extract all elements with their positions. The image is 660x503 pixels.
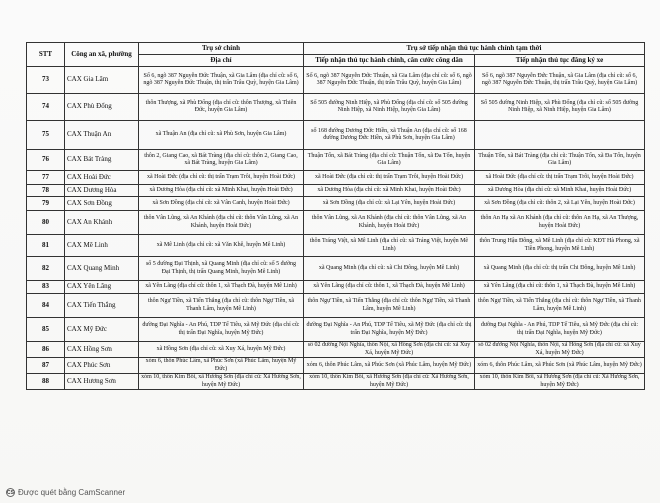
row-address: xã Mê Linh (địa chỉ cũ: xã Văn Khê, huyện Mê Linh): [139, 235, 304, 257]
row-ward-name: CAX Dương Hòa: [65, 185, 139, 197]
row-address: thôn 2, Giang Cao, xã Bát Tràng (địa chỉ cũ: thôn 2, Giang Cao, xã Bát Tràng, huyện Gia Lâm): [139, 150, 304, 171]
row-vehicle-reception: [475, 121, 645, 150]
row-admin-reception: xã Quang Minh (địa chỉ cũ: xã Chi Đông, huyện Mê Linh): [304, 257, 475, 281]
row-admin-reception: xã Dương Hòa (địa chỉ cũ: xã Minh Khai, huyện Hoài Đức): [304, 185, 475, 197]
row-admin-reception: số 02 đường Nội Nghĩa, thôn Nội, xã Hồng Sơn (địa chỉ cũ: xã Xuy Xá, huyện Mỹ Đức): [304, 342, 475, 358]
table-row: [27, 358, 645, 374]
row-vehicle-reception: xóm 6, thôn Phúc Lâm, xã Phúc Sơn (xã Phúc Lâm, huyện Mỹ Đức): [475, 358, 645, 374]
row-ward-name: CAX Bát Tràng: [65, 150, 139, 171]
table-row: [27, 318, 645, 342]
row-vehicle-reception: Số 6, ngõ 387 Nguyễn Đức Thuận, xã Gia Lâm (địa chỉ cũ: số 6, ngõ 387 Nguyễn Đức Thuận, thị trấn Trâu Quỳ, huyện Gia Lâm): [475, 67, 645, 94]
table-row: [27, 211, 645, 235]
row-stt: 78: [27, 185, 65, 197]
row-stt: 83: [27, 281, 65, 294]
row-ward-name: CAX Hương Sơn: [65, 374, 139, 390]
row-admin-reception: xóm 6, thôn Phúc Lâm, xã Phúc Sơn (xã Phúc Lâm, huyện Mỹ Đức): [304, 358, 475, 374]
row-vehicle-reception: xã Dương Hòa (địa chỉ cũ: xã Minh Khai, huyện Hoài Đức): [475, 185, 645, 197]
row-stt: 75: [27, 121, 65, 150]
table-row: [27, 342, 645, 358]
row-ward-name: CAX Quang Minh: [65, 257, 139, 281]
header-temp-office: Trụ sở tiếp nhận thủ tục hành chính tạm thời: [304, 43, 645, 55]
scanner-watermark: [6, 488, 125, 497]
row-stt: 86: [27, 342, 65, 358]
row-ward-name: CAX Tiến Thắng: [65, 294, 139, 318]
row-address: xóm 6, thôn Phúc Lâm, xã Phúc Sơn (xã Phúc Lâm, huyện Mỹ Đức): [139, 358, 304, 374]
header-vehicle-reception: Tiếp nhận thủ tục đăng ký xe: [475, 55, 645, 67]
row-stt: 85: [27, 318, 65, 342]
row-vehicle-reception: xã Yên Lãng (địa chỉ cũ: thôn 1, xã Thạch Đà, huyện Mê Linh): [475, 281, 645, 294]
row-admin-reception: xã Yên Lãng (địa chỉ cũ: thôn 1, xã Thạch Đà, huyện Mê Linh): [304, 281, 475, 294]
row-stt: 88: [27, 374, 65, 390]
row-ward-name: CAX Gia Lâm: [65, 67, 139, 94]
row-stt: 81: [27, 235, 65, 257]
row-stt: 77: [27, 171, 65, 185]
row-address: xã Hoài Đức (địa chỉ cũ: thị trấn Trạm Trôi, huyện Hoài Đức): [139, 171, 304, 185]
row-vehicle-reception: xã Quang Minh (địa chỉ cũ: thị trấn Chi Đông, huyện Mê Linh): [475, 257, 645, 281]
table-row: [27, 197, 645, 211]
row-admin-reception: Thuận Tốn, xã Bát Tràng (địa chỉ cũ: Thuận Tốn, xã Đa Tốn, huyện Gia Lâm): [304, 150, 475, 171]
row-ward-name: CAX Mỹ Đức: [65, 318, 139, 342]
row-admin-reception: đường Đại Nghĩa - An Phú, TDP Tế Tiêu, xã Mỹ Đức (địa chỉ cũ: thị trấn Đại Nghĩa, huyện Mỹ Đức): [304, 318, 475, 342]
row-stt: 87: [27, 358, 65, 374]
row-ward-name: CAX Phúc Sơn: [65, 358, 139, 374]
row-address: xã Thuận An (địa chỉ cũ: xã Phù Sơn, huyện Gia Lâm): [139, 121, 304, 150]
row-address: xóm 10, thôn Kim Bôi, xã Hương Sơn (địa chỉ cũ: Xã Hương Sơn, huyện Mỹ Đức): [139, 374, 304, 390]
header-address: Địa chỉ: [139, 55, 304, 67]
header-stt: STT: [27, 43, 65, 67]
row-ward-name: CAX Phù Đổng: [65, 94, 139, 121]
row-address: xã Yên Lãng (địa chỉ cũ: thôn 1, xã Thạch Đà, huyện Mê Linh): [139, 281, 304, 294]
row-vehicle-reception: xóm 10, thôn Kim Bôi, xã Hương Sơn (địa chỉ cũ: Xã Hương Sơn, huyện Mỹ Đức): [475, 374, 645, 390]
table-row: [27, 235, 645, 257]
row-vehicle-reception: xã Hoài Đức (địa chỉ cũ: thị trấn Trạm Trôi, huyện Hoài Đức): [475, 171, 645, 185]
row-ward-name: CAX Mê Linh: [65, 235, 139, 257]
row-admin-reception: thôn Tráng Việt, xã Mê Linh (địa chỉ cũ: xã Tráng Việt, huyện Mê Linh): [304, 235, 475, 257]
table-row: [27, 171, 645, 185]
row-admin-reception: thôn Ngự Tiền, xã Tiến Thắng (địa chỉ cũ: thôn Ngự Tiền, xã Thanh Lâm, huyện Mê Linh): [304, 294, 475, 318]
row-ward-name: CAX Sơn Đồng: [65, 197, 139, 211]
row-vehicle-reception: Số 505 đường Ninh Hiệp, xã Phù Đổng (địa chỉ cũ: số 505 đường Ninh Hiệp, xã Ninh Hiệp, huyện Gia Lâm): [475, 94, 645, 121]
row-vehicle-reception: thôn Ngự Tiền, xã Tiến Thắng (địa chỉ cũ: thôn Ngự Tiền, xã Thanh Lâm, huyện Mê Linh): [475, 294, 645, 318]
row-ward-name: CAX Hoài Đức: [65, 171, 139, 185]
row-admin-reception: thôn Vân Lũng, xã An Khánh (địa chỉ cũ: thôn Vân Lũng, xã An Khánh, huyện Hoài Đức): [304, 211, 475, 235]
row-vehicle-reception: Thuận Tốn, xã Bát Tràng (địa chỉ cũ: Thuận Tốn, xã Đa Tốn, huyện Gia Lâm): [475, 150, 645, 171]
table-row: [27, 150, 645, 171]
scanner-text: Được quét bằng CamScanner: [18, 488, 126, 497]
header-ward: Công an xã, phường: [65, 43, 139, 67]
row-address: xã Sơn Đồng (địa chỉ cũ: xã Vân Canh, huyện Hoài Đức): [139, 197, 304, 211]
row-address: Số 6, ngõ 387 Nguyễn Đức Thuận, xã Gia Lâm (địa chỉ cũ: số 6, ngõ 387 Nguyễn Đức Thuận, thị trấn Trâu Quỳ, huyện Gia Lâm): [139, 67, 304, 94]
row-admin-reception: Số 6, ngõ 387 Nguyễn Đức Thuận, xã Gia Lâm (địa chỉ cũ: số 6, ngõ 387 Nguyễn Đức Thuận, thị trấn Trâu Quỳ, huyện Gia Lâm): [304, 67, 475, 94]
table-row: [27, 294, 645, 318]
row-address: thôn Thượng, xã Phù Đổng (địa chỉ cũ: thôn Thượng, xã Thiên Đức, huyện Gia Lâm): [139, 94, 304, 121]
row-admin-reception: xã Hoài Đức (địa chỉ cũ: thị trấn Trạm Trôi, huyện Hoài Đức): [304, 171, 475, 185]
table-row: [27, 374, 645, 390]
row-stt: 76: [27, 150, 65, 171]
row-address: thôn Ngự Tiền, xã Tiến Thắng (địa chỉ cũ: thôn Ngự Tiền, xã Thanh Lâm, huyện Mê Linh): [139, 294, 304, 318]
row-address: số 5 đường Đại Thịnh, xã Quang Minh (địa chỉ cũ: số 5 đường Đại Thịnh, thị trấn Quang Minh, huyện Mê Linh): [139, 257, 304, 281]
row-address: thôn Vân Lũng, xã An Khánh (địa chỉ cũ: thôn Vân Lũng, xã An Khánh, huyện Hoài Đức): [139, 211, 304, 235]
table-row: [27, 185, 645, 197]
row-stt: 84: [27, 294, 65, 318]
row-stt: 82: [27, 257, 65, 281]
row-ward-name: CAX Hồng Sơn: [65, 342, 139, 358]
row-address: đường Đại Nghĩa - An Phú, TDP Tế Tiêu, xã Mỹ Đức (địa chỉ cũ: thị trấn Đại Nghĩa, huyện Mỹ Đức): [139, 318, 304, 342]
camscanner-icon: CS: [7, 489, 14, 496]
row-admin-reception: Số 505 đường Ninh Hiệp, xã Phù Đổng (địa chỉ cũ: số 505 đường Ninh Hiệp, xã Ninh Hiệp, huyện Gia Lâm): [304, 94, 475, 121]
table-row: [27, 257, 645, 281]
row-vehicle-reception: thôn An Hạ xã An Khánh (địa chỉ cũ: thôn An Hạ, xã An Thượng, huyện Hoài Đức): [475, 211, 645, 235]
row-stt: 73: [27, 67, 65, 94]
row-vehicle-reception: đường Đại Nghĩa - An Phú, TDP Tế Tiêu, xã Mỹ Đức (địa chỉ cũ: thị trấn Đại Nghĩa, huyện Mỹ Đức): [475, 318, 645, 342]
row-address: xã Dương Hòa (địa chỉ cũ: xã Minh Khai, huyện Hoài Đức): [139, 185, 304, 197]
row-ward-name: CAX Yên Lãng: [65, 281, 139, 294]
table-row: [27, 121, 645, 150]
row-ward-name: CAX Thuận An: [65, 121, 139, 150]
row-vehicle-reception: số 02 đường Nội Nghĩa, thôn Nội, xã Hồng Sơn (địa chỉ cũ: xã Xuy Xá, huyện Mỹ Đức): [475, 342, 645, 358]
row-stt: 74: [27, 94, 65, 121]
header-admin-reception: Tiếp nhận thủ tục hành chính, căn cước công dân: [304, 55, 475, 67]
row-stt: 79: [27, 197, 65, 211]
row-ward-name: CAX An Khánh: [65, 211, 139, 235]
row-stt: 80: [27, 211, 65, 235]
police-office-table: [26, 42, 645, 390]
row-vehicle-reception: xã Sơn Đồng (địa chỉ cũ: thôn 2, xã Lại Yên, huyện Hoài Đức): [475, 197, 645, 211]
row-admin-reception: xóm 10, thôn Kim Bôi, xã Hương Sơn (địa chỉ cũ: Xã Hương Sơn, huyện Mỹ Đức): [304, 374, 475, 390]
header-main-office: Trụ sở chính: [139, 43, 304, 55]
row-vehicle-reception: thôn Trung Hậu Đông, xã Mê Linh (địa chỉ cũ: KĐT Hà Phong, xã Tiền Phong, huyện Mê Linh): [475, 235, 645, 257]
row-admin-reception: xã Sơn Đồng (địa chỉ cũ: xã Lại Yên, huyện Hoài Đức): [304, 197, 475, 211]
table-row: [27, 281, 645, 294]
table-row: [27, 94, 645, 121]
table-row: [27, 67, 645, 94]
row-address: xã Hồng Sơn (địa chỉ cũ: xã Xuy Xá, huyện Mỹ Đức): [139, 342, 304, 358]
row-admin-reception: số 168 đường Dương Đức Hiền, xã Thuận An (địa chỉ cũ: số 168 đường Dương Đức Hiền, xã Phù Sơn, huyện Gia Lâm): [304, 121, 475, 150]
